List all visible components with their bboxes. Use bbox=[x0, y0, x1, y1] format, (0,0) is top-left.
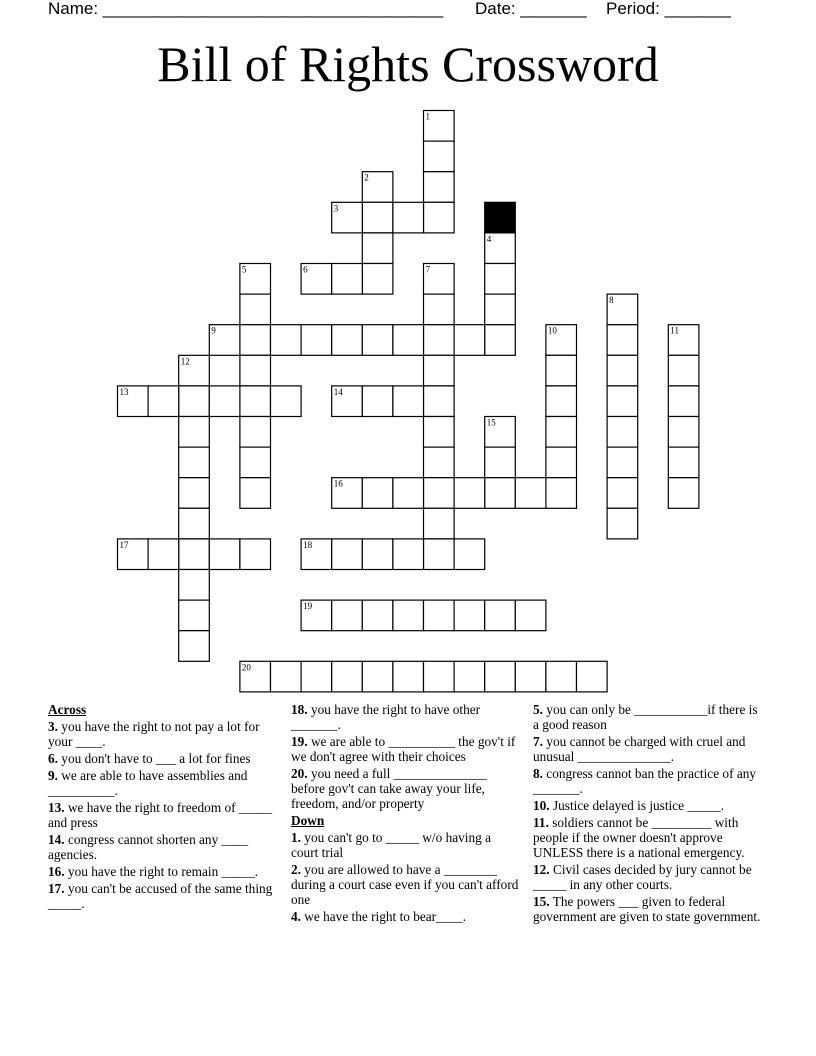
clue-text: you have the right to have other _______. bbox=[291, 702, 481, 732]
grid-cell[interactable] bbox=[546, 355, 577, 386]
down-clue bbox=[533, 702, 763, 732]
grid-cell[interactable] bbox=[393, 386, 424, 417]
grid-cell[interactable] bbox=[485, 447, 516, 478]
grid-cell[interactable] bbox=[424, 141, 455, 172]
grid-cell[interactable] bbox=[179, 600, 210, 631]
grid-cell[interactable] bbox=[362, 202, 393, 233]
down-clue bbox=[533, 798, 763, 813]
grid-cell[interactable] bbox=[485, 478, 516, 509]
clue-text: Civil cases decided by jury cannot be _____ in any other courts. bbox=[533, 862, 752, 892]
across-clue bbox=[291, 766, 521, 811]
clue-number-label: 8 bbox=[609, 295, 614, 306]
grid-cell[interactable] bbox=[454, 478, 485, 509]
down-clue bbox=[533, 815, 763, 860]
clue-number: 14. bbox=[48, 832, 65, 847]
clues-column-1 bbox=[48, 702, 278, 913]
grid-cell[interactable] bbox=[332, 539, 363, 570]
grid-cell[interactable] bbox=[240, 447, 271, 478]
grid-cell[interactable] bbox=[362, 233, 393, 264]
grid-cell[interactable] bbox=[607, 386, 638, 417]
clue-text: Justice delayed is justice _____. bbox=[549, 798, 724, 813]
grid-cell[interactable] bbox=[424, 355, 455, 386]
clue-text: you don't have to ___ a lot for fines bbox=[57, 751, 251, 766]
grid-cell[interactable] bbox=[362, 264, 393, 295]
clue-number: 1. bbox=[291, 830, 301, 845]
grid-cell[interactable] bbox=[179, 417, 210, 448]
clue-number: 2. bbox=[291, 862, 301, 877]
clue-number-label: 2 bbox=[364, 172, 369, 183]
grid-cell[interactable] bbox=[332, 325, 363, 356]
clue-number-label: 10 bbox=[547, 325, 557, 336]
grid-cell[interactable] bbox=[393, 325, 424, 356]
blocked-cell bbox=[485, 202, 516, 233]
down-clue bbox=[291, 862, 521, 907]
clue-number-label: 14 bbox=[333, 386, 343, 397]
clue-number-label: 18 bbox=[303, 539, 313, 550]
down-clue bbox=[533, 766, 763, 796]
page-title: Bill of Rights Crossword bbox=[157, 36, 659, 92]
grid-cell[interactable] bbox=[515, 600, 546, 631]
grid-cell[interactable] bbox=[485, 264, 516, 295]
clue-number-label: 13 bbox=[119, 386, 129, 397]
grid-cell[interactable] bbox=[240, 294, 271, 325]
grid-cell[interactable] bbox=[179, 539, 210, 570]
clue-text: you need a full ______________ before gov't can take away your life, freedom, and/or property bbox=[291, 766, 487, 811]
across-clue bbox=[48, 864, 278, 879]
grid-cell[interactable] bbox=[485, 600, 516, 631]
grid-cell[interactable] bbox=[271, 386, 302, 417]
grid-cell[interactable] bbox=[179, 478, 210, 509]
grid-cell[interactable] bbox=[546, 447, 577, 478]
grid-cell[interactable] bbox=[515, 478, 546, 509]
grid-cell[interactable] bbox=[454, 325, 485, 356]
grid-cell[interactable] bbox=[362, 600, 393, 631]
grid-cell[interactable] bbox=[240, 355, 271, 386]
grid-cell[interactable] bbox=[179, 508, 210, 539]
grid-cell[interactable] bbox=[301, 661, 332, 692]
clue-number-label: 4 bbox=[486, 233, 492, 244]
grid-cell[interactable] bbox=[607, 478, 638, 509]
grid-cell[interactable] bbox=[424, 478, 455, 509]
across-clue bbox=[48, 768, 278, 798]
grid-cell[interactable] bbox=[577, 661, 608, 692]
across-clue bbox=[48, 719, 278, 749]
grid-cell[interactable] bbox=[240, 386, 271, 417]
grid-cell[interactable] bbox=[668, 447, 699, 478]
grid-cell[interactable] bbox=[240, 539, 271, 570]
grid-cell[interactable] bbox=[362, 478, 393, 509]
grid-cell[interactable] bbox=[393, 478, 424, 509]
clue-number: 10. bbox=[533, 798, 550, 813]
grid-cell[interactable] bbox=[546, 661, 577, 692]
grid-cell[interactable] bbox=[179, 386, 210, 417]
across-clue bbox=[291, 702, 521, 732]
grid-cell[interactable] bbox=[393, 202, 424, 233]
grid-cell[interactable] bbox=[393, 661, 424, 692]
clue-text: we have the right to bear____. bbox=[300, 909, 467, 924]
clue-number-label: 19 bbox=[303, 601, 313, 612]
clue-number-label: 5 bbox=[241, 264, 247, 275]
clue-text: soldiers cannot be _________ with people if the owner doesn't approve UNLESS there is a national emergency. bbox=[533, 815, 745, 860]
grid-cell[interactable] bbox=[362, 325, 393, 356]
grid-cell[interactable] bbox=[668, 386, 699, 417]
clue-number-label: 6 bbox=[303, 264, 308, 275]
clue-number: 20. bbox=[291, 766, 308, 781]
clue-number-label: 17 bbox=[119, 539, 129, 550]
clue-text: congress cannot ban the practice of any _______. bbox=[533, 766, 757, 796]
clue-number: 8. bbox=[533, 766, 543, 781]
grid-cell[interactable] bbox=[485, 325, 516, 356]
grid-cell[interactable] bbox=[362, 661, 393, 692]
grid-cell[interactable] bbox=[424, 294, 455, 325]
down-clue bbox=[533, 734, 763, 764]
across-clue bbox=[48, 832, 278, 862]
grid-cell[interactable] bbox=[424, 447, 455, 478]
grid-cell[interactable] bbox=[424, 386, 455, 417]
clue-number-label: 15 bbox=[486, 417, 496, 428]
grid-cell[interactable] bbox=[271, 661, 302, 692]
grid-cell[interactable] bbox=[362, 539, 393, 570]
clue-number-label: 3 bbox=[333, 203, 339, 214]
down-heading: Down bbox=[291, 813, 325, 828]
grid-cell[interactable] bbox=[179, 570, 210, 601]
grid-cell[interactable] bbox=[485, 661, 516, 692]
grid-cell[interactable] bbox=[424, 508, 455, 539]
clue-number: 4. bbox=[291, 909, 301, 924]
grid-cell[interactable] bbox=[546, 478, 577, 509]
grid-cell[interactable] bbox=[332, 661, 363, 692]
clues-column-2 bbox=[291, 702, 521, 926]
grid-cell[interactable] bbox=[424, 325, 455, 356]
grid-cell[interactable] bbox=[546, 417, 577, 448]
clue-text: you have the right to not pay a lot for your ____. bbox=[48, 719, 260, 749]
grid-cell[interactable] bbox=[179, 447, 210, 478]
across-clue bbox=[48, 751, 278, 766]
clue-text: we are able to __________ the gov't if we don't agree with their choices bbox=[291, 734, 516, 764]
down-clue bbox=[291, 830, 521, 860]
grid-cell[interactable] bbox=[393, 539, 424, 570]
down-clue bbox=[291, 909, 521, 924]
date-field[interactable]: Date: _______ bbox=[475, 0, 587, 18]
grid-cell[interactable] bbox=[424, 661, 455, 692]
clue-number: 13. bbox=[48, 800, 65, 815]
clue-number: 15. bbox=[533, 894, 550, 909]
clue-text: you are allowed to have a ________ during a court case even if you can't afford one bbox=[291, 862, 519, 907]
clue-text: we have the right to freedom of _____ and press bbox=[48, 800, 273, 830]
clue-number: 12. bbox=[533, 862, 550, 877]
clue-number-label: 16 bbox=[333, 478, 343, 489]
down-clue bbox=[533, 862, 763, 892]
name-field[interactable]: Name: ____________________________________ bbox=[48, 0, 444, 18]
grid-cell[interactable] bbox=[240, 478, 271, 509]
grid-cell[interactable] bbox=[424, 539, 455, 570]
clue-number-label: 9 bbox=[211, 325, 216, 336]
clue-number: 16. bbox=[48, 864, 65, 879]
grid-cell[interactable] bbox=[485, 294, 516, 325]
across-clue bbox=[291, 734, 521, 764]
grid-cell[interactable] bbox=[301, 325, 332, 356]
period-field[interactable]: Period: _______ bbox=[606, 0, 731, 18]
clue-number: 3. bbox=[48, 719, 58, 734]
grid-cell[interactable] bbox=[148, 386, 179, 417]
grid-cell[interactable] bbox=[607, 355, 638, 386]
grid-cell[interactable] bbox=[668, 478, 699, 509]
grid-cell[interactable] bbox=[332, 264, 363, 295]
grid-cell[interactable] bbox=[454, 539, 485, 570]
clues-column-3 bbox=[533, 702, 763, 926]
grid-cell[interactable] bbox=[454, 600, 485, 631]
grid-cell[interactable] bbox=[271, 325, 302, 356]
clue-text: The powers ___ given to federal government are given to state government. bbox=[533, 894, 761, 924]
grid-cell[interactable] bbox=[362, 386, 393, 417]
clue-number: 11. bbox=[533, 815, 549, 830]
clue-number: 5. bbox=[533, 702, 543, 717]
clue-number: 6. bbox=[48, 751, 58, 766]
clue-number-label: 12 bbox=[180, 356, 190, 367]
grid-cell[interactable] bbox=[454, 661, 485, 692]
grid-cell[interactable] bbox=[607, 447, 638, 478]
across-heading: Across bbox=[48, 702, 87, 717]
grid-cell[interactable] bbox=[332, 600, 363, 631]
grid-cell[interactable] bbox=[424, 172, 455, 203]
clue-number: 19. bbox=[291, 734, 308, 749]
grid-cell[interactable] bbox=[424, 600, 455, 631]
clue-number: 18. bbox=[291, 702, 308, 717]
clue-text: you can't be accused of the same thing _____. bbox=[48, 881, 273, 911]
clue-number: 9. bbox=[48, 768, 58, 783]
clue-number-label: 11 bbox=[670, 325, 679, 336]
clue-text: you cannot be charged with cruel and unusual ______________. bbox=[533, 734, 746, 764]
grid-cell[interactable] bbox=[607, 508, 638, 539]
grid-cell[interactable] bbox=[209, 386, 240, 417]
grid-cell[interactable] bbox=[148, 539, 179, 570]
across-clue bbox=[48, 800, 278, 830]
grid-cell[interactable] bbox=[240, 417, 271, 448]
grid-cell[interactable] bbox=[607, 417, 638, 448]
grid-cell[interactable] bbox=[424, 417, 455, 448]
grid-cell[interactable] bbox=[546, 386, 577, 417]
grid-cell[interactable] bbox=[179, 631, 210, 662]
grid-cell[interactable] bbox=[668, 417, 699, 448]
clue-text: you can't go to _____ w/o having a court trial bbox=[291, 830, 491, 860]
clue-number: 17. bbox=[48, 881, 65, 896]
clue-number-label: 20 bbox=[241, 662, 251, 673]
grid-cell[interactable] bbox=[240, 325, 271, 356]
clue-number-label: 7 bbox=[425, 264, 430, 275]
down-clue bbox=[533, 894, 763, 924]
clue-text: we are able to have assemblies and __________. bbox=[48, 768, 248, 798]
clue-text: you can only be ___________if there is a good reason bbox=[533, 702, 758, 732]
grid-cell[interactable] bbox=[393, 600, 424, 631]
clue-text: you have the right to remain _____. bbox=[64, 864, 259, 879]
grid-cell[interactable] bbox=[424, 202, 455, 233]
clue-text: congress cannot shorten any ____ agencies. bbox=[48, 832, 249, 862]
across-clue bbox=[48, 881, 278, 911]
clue-number-label: 1 bbox=[425, 111, 430, 122]
grid-cell[interactable] bbox=[209, 539, 240, 570]
clue-number: 7. bbox=[533, 734, 543, 749]
grid-cell[interactable] bbox=[515, 661, 546, 692]
grid-cell[interactable] bbox=[668, 355, 699, 386]
grid-cell[interactable] bbox=[607, 325, 638, 356]
